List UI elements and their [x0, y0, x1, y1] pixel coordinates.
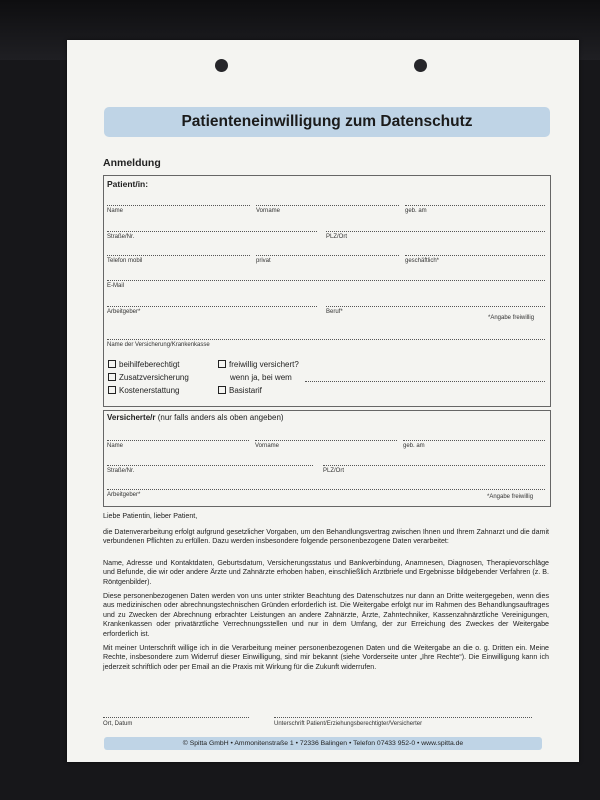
- strasse-label: Straße/Nr.: [107, 234, 135, 240]
- checkbox-square-icon: [108, 373, 116, 381]
- punch-hole-left: [215, 59, 228, 72]
- versicherung-field[interactable]: [107, 339, 545, 340]
- form-sheet: [67, 40, 579, 762]
- vers-geb-label: geb. am: [403, 443, 425, 449]
- zusatz-label: Zusatzversicherung: [119, 373, 189, 382]
- versicherte-heading-note: (nur falls anders als oben angeben): [155, 413, 284, 422]
- checkbox-square-icon: [218, 386, 226, 394]
- checkbox-square-icon: [108, 360, 116, 368]
- paragraph-1: die Datenverarbeitung erfolgt aufgrund gesetzlicher Vorgaben, um den Behandlungsvertrag zwischen Ihnen und Ihrem Zahnarzt und die damit verbundenen Pflichten zu erfüllen. Dazu werden insbesondere folgende personenbezogene Daten verarbeitet:: [103, 528, 550, 546]
- telefon-privat-field[interactable]: [256, 255, 399, 256]
- vers-name-label: Name: [107, 443, 124, 449]
- section-heading: Anmeldung: [103, 157, 161, 169]
- kosten-checkbox[interactable]: [108, 386, 179, 395]
- strasse-field[interactable]: [107, 231, 317, 232]
- vers-vorname-label: Vorname: [255, 443, 280, 449]
- freiwillig-versichert-label: freiwillig versichert?: [229, 360, 299, 369]
- plz-label: PLZ/Ort: [326, 234, 348, 240]
- unterschrift-label: Unterschrift Patient/Erziehungsberechtigter/Versicherter: [274, 721, 423, 727]
- geb-label: geb. am: [405, 208, 427, 214]
- wenn-ja-label: wenn ja, bei wem: [230, 373, 292, 382]
- punch-hole-right: [414, 59, 427, 72]
- versicherte-heading: [107, 413, 284, 422]
- freiwillig-versichert-checkbox[interactable]: [218, 360, 299, 369]
- geschaeftlich-label: geschäftlich*: [405, 258, 440, 264]
- vers-arbeitgeber-field[interactable]: [107, 489, 545, 490]
- privat-label: privat: [256, 258, 271, 264]
- versicherung-label: Name der Versicherung/Krankenkasse: [107, 342, 210, 348]
- geburtsdatum-field[interactable]: [405, 205, 545, 206]
- vers-name-field[interactable]: [107, 440, 249, 441]
- unterschrift-field[interactable]: [274, 717, 532, 718]
- kosten-label: Kostenerstattung: [119, 386, 180, 395]
- name-field[interactable]: [107, 205, 250, 206]
- greeting-text: Liebe Patientin, lieber Patient,: [103, 512, 198, 520]
- zusatz-checkbox[interactable]: [108, 373, 189, 382]
- page-title: Patienteneinwilligung zum Datenschutz: [181, 113, 473, 130]
- beruf-field[interactable]: [326, 306, 545, 307]
- paragraph-3: Diese personenbezogenen Daten werden von uns unter strikter Beachtung des Datenschutzes nur dann an Dritte weitergegeben, wenn dies aus medizinischen oder abrechnungstechnischen Gründen erforderlich ist. Die Weitergabe erfolgt nur im Rahmen des Behandlungsauftrages und zu Zwecken der Abrechnung erbrachter Leistungen an andere Zahnärzte, Ärzte, Zahntechniker, Kassenzahnärztliche Vereinigungen, Krankenkassen oder privatärztliche Verrechnungsstellen und nur in dem Umfang, der zur Erreichung des Zweckes der Weitergabe erforderlich ist.: [103, 592, 549, 638]
- vers-strasse-label: Straße/Nr.: [107, 468, 135, 474]
- versicherte-heading-bold: Versicherte/r: [107, 413, 156, 422]
- versicherte-box: [103, 410, 551, 507]
- beruf-label: Beruf*: [326, 309, 343, 315]
- vers-strasse-field[interactable]: [107, 465, 313, 466]
- ort-datum-label: Ort, Datum: [103, 721, 133, 727]
- arbeitgeber-field[interactable]: [107, 306, 317, 307]
- vers-arbeitgeber-label: Arbeitgeber*: [107, 492, 141, 498]
- email-label: E-Mail: [107, 283, 125, 289]
- beihilfe-label: beihilfeberechtigt: [119, 360, 180, 369]
- patient-heading: Patient/in:: [107, 179, 149, 189]
- basistarif-label: Basistarif: [229, 386, 262, 395]
- paragraph-2: Name, Adresse und Kontaktdaten, Geburtsdatum, Versicherungsstatus und Bankverbindung, Anamnesen, Diagnosen, Therapievorschläge und Befunde, die wir oder andere Ärzte und Zahnärzte erhoben haben, einschließlich Arztbriefe und Ergebnisse bildgebender Verfahren (z. B. Röntgenbilder).: [103, 559, 549, 586]
- telefon-geschaeftlich-field[interactable]: [405, 255, 545, 256]
- vers-vorname-field[interactable]: [255, 440, 397, 441]
- checkbox-square-icon: [218, 360, 226, 368]
- name-label: Name: [107, 208, 124, 214]
- vers-plz-field[interactable]: [323, 465, 545, 466]
- beihilfe-checkbox[interactable]: [108, 360, 179, 369]
- vers-geb-field[interactable]: [403, 440, 545, 441]
- freiwillig-note: *Angabe freiwillig: [488, 315, 535, 321]
- plz-field[interactable]: [326, 231, 545, 232]
- vers-plz-label: PLZ/Ort: [323, 468, 345, 474]
- ort-datum-field[interactable]: [103, 717, 249, 718]
- checkbox-square-icon: [108, 386, 116, 394]
- title-bar: [104, 107, 550, 137]
- arbeitgeber-label: Arbeitgeber*: [107, 309, 141, 315]
- telefon-label: Telefon mobil: [107, 258, 143, 264]
- vorname-label: Vorname: [256, 208, 281, 214]
- basistarif-checkbox[interactable]: [218, 386, 262, 395]
- vorname-field[interactable]: [256, 205, 399, 206]
- vers-freiwillig-note: *Angabe freiwillig: [487, 494, 534, 500]
- email-field[interactable]: [107, 280, 545, 281]
- wenn-ja-field[interactable]: [305, 381, 545, 382]
- footer-text: © Spitta GmbH • Ammonitenstraße 1 • 72336 Balingen • Telefon 07433 952-0 • www.spitta.de: [182, 740, 464, 747]
- telefon-mobil-field[interactable]: [107, 255, 250, 256]
- footer-bar: [104, 737, 542, 750]
- paragraph-4: Mit meiner Unterschrift willige ich in die Verarbeitung meiner personenbezogenen Daten und die Weitergabe an die o. g. Dritten ein. Meine Rechte, insbesondere zum Widerruf dieser Einwilligung, sind mir bekannt (siehe Vorderseite unter „Ihre Rechte“). Die Einwilligung kann ich jederzeit schriftlich oder per Email an die Praxis mit Wirkung für die Zukunft widerrufen.: [103, 644, 549, 671]
